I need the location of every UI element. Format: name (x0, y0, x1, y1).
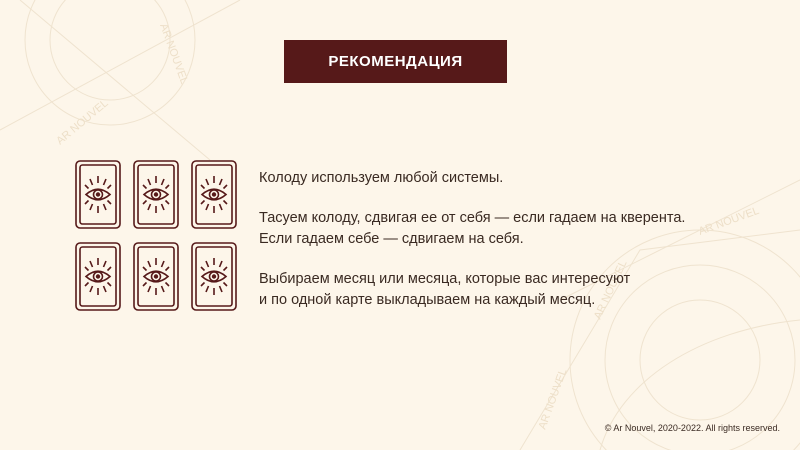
paragraph-line: Тасуем колоду, сдвигая ее от себя — если гадаем на кверента. (259, 210, 686, 226)
page-title: РЕКОМЕНДАЦИЯ (328, 53, 463, 70)
watermark-text: AR NOUVEL (157, 21, 191, 86)
paragraph-line: Если гадаем себе — сдвигаем на себя. (259, 231, 524, 247)
tarot-cards-grid (75, 160, 241, 312)
paragraph-line: Выбираем месяц или месяца, которые вас интересуют (259, 271, 631, 287)
title-banner (284, 40, 507, 83)
paragraph-line: Колоду используем любой системы. (259, 170, 504, 186)
watermark-text: AR NOUVEL (696, 204, 761, 238)
tarot-card-eye-icon (75, 242, 121, 311)
instructions-text (259, 168, 685, 311)
watermark-text: AR NOUVEL (54, 97, 111, 148)
tarot-card-eye-icon (191, 242, 237, 311)
tarot-card-eye-icon (133, 242, 179, 311)
watermark-text: AR NOUVEL (591, 258, 630, 322)
tarot-card-eye-icon (191, 160, 237, 229)
watermark-text: AR NOUVEL (536, 367, 570, 432)
tarot-card-eye-icon (133, 160, 179, 229)
paragraph-line: и по одной карте выкладываем на каждый месяц. (259, 292, 596, 308)
copyright-footer: © Ar Nouvel, 2020-2022. All rights reserved. (604, 423, 780, 433)
tarot-card-eye-icon (75, 160, 121, 229)
